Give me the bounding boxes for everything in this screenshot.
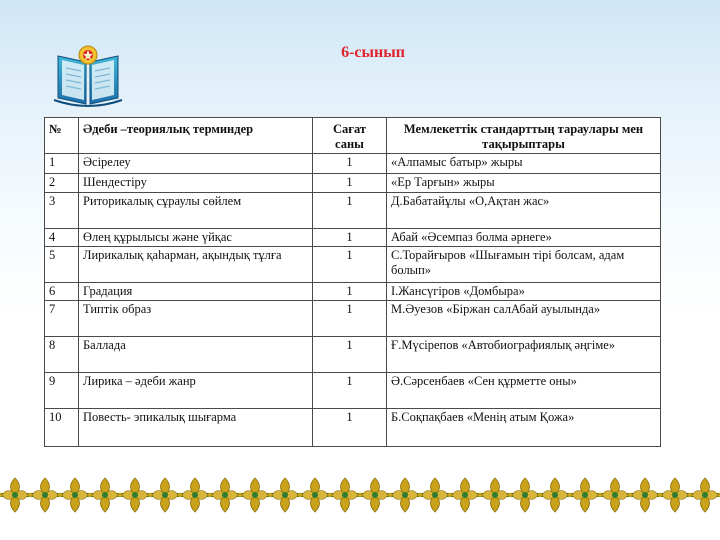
row-num: 5 — [45, 247, 79, 283]
header-term: Әдеби –теориялық терминдер — [79, 118, 313, 154]
row-topic: Д.Бабатайұлы «О,Ақтан жас» — [387, 193, 661, 229]
row-topic: «Ер Тарғын» жыры — [387, 174, 661, 193]
row-topic: Абай «Әсемпаз болма әрнеге» — [387, 229, 661, 247]
table-row — [45, 337, 661, 373]
row-num: 10 — [45, 409, 79, 447]
literary-terms-table — [44, 117, 661, 447]
row-topic: «Алпамыс батыр» жыры — [387, 154, 661, 174]
row-term: Баллада — [79, 337, 313, 373]
row-num: 7 — [45, 301, 79, 337]
row-hours: 1 — [313, 174, 387, 193]
row-topic: І.Жансүгіров «Домбыра» — [387, 283, 661, 301]
row-term: Шендестіру — [79, 174, 313, 193]
row-hours: 1 — [313, 154, 387, 174]
table-header-row — [45, 118, 661, 154]
row-topic: Б.Соқпақбаев «Менің атым Қожа» — [387, 409, 661, 447]
row-num: 1 — [45, 154, 79, 174]
row-topic: С.Торайғыров «Шығамын тірі болсам, адам болып» — [387, 247, 661, 283]
slide-title: 6-сынып — [341, 44, 405, 61]
row-term: Повесть- эпикалық шығарма — [79, 409, 313, 447]
table-row — [45, 154, 661, 174]
row-hours: 1 — [313, 229, 387, 247]
row-hours: 1 — [313, 373, 387, 409]
row-term: Риторикалық сұраулы сөйлем — [79, 193, 313, 229]
table-row — [45, 247, 661, 283]
table-row — [45, 373, 661, 409]
row-hours: 1 — [313, 409, 387, 447]
table-row — [45, 229, 661, 247]
table-row — [45, 283, 661, 301]
row-hours: 1 — [313, 337, 387, 373]
row-topic: Ә.Сәрсенбаев «Сен құрметте оны» — [387, 373, 661, 409]
row-num: 4 — [45, 229, 79, 247]
row-num: 8 — [45, 337, 79, 373]
row-hours: 1 — [313, 283, 387, 301]
row-num: 3 — [45, 193, 79, 229]
row-hours: 1 — [313, 193, 387, 229]
header-num: № — [45, 118, 79, 154]
row-term: Лирикалық қаһарман, ақындық тұлға — [79, 247, 313, 283]
ornament-border — [0, 474, 720, 516]
row-term: Лирика – әдеби жанр — [79, 373, 313, 409]
row-topic: М.Әуезов «Біржан салАбай ауылында» — [387, 301, 661, 337]
row-num: 2 — [45, 174, 79, 193]
table-row — [45, 193, 661, 229]
table-row — [45, 409, 661, 447]
header-hours: Сағат саны — [313, 118, 387, 154]
row-hours: 1 — [313, 301, 387, 337]
header-topics: Мемлекеттік стандарттың тараулары мен тақырыптары — [387, 118, 661, 154]
row-topic: Ғ.Мүсірепов «Автобиографиялық әңгіме» — [387, 337, 661, 373]
table-row — [45, 174, 661, 193]
row-term: Өлең құрылысы және үйқас — [79, 229, 313, 247]
row-hours: 1 — [313, 247, 387, 283]
row-term: Градация — [79, 283, 313, 301]
row-num: 9 — [45, 373, 79, 409]
row-term: Типтік образ — [79, 301, 313, 337]
row-num: 6 — [45, 283, 79, 301]
table-row — [45, 301, 661, 337]
row-term: Әсірелеу — [79, 154, 313, 174]
